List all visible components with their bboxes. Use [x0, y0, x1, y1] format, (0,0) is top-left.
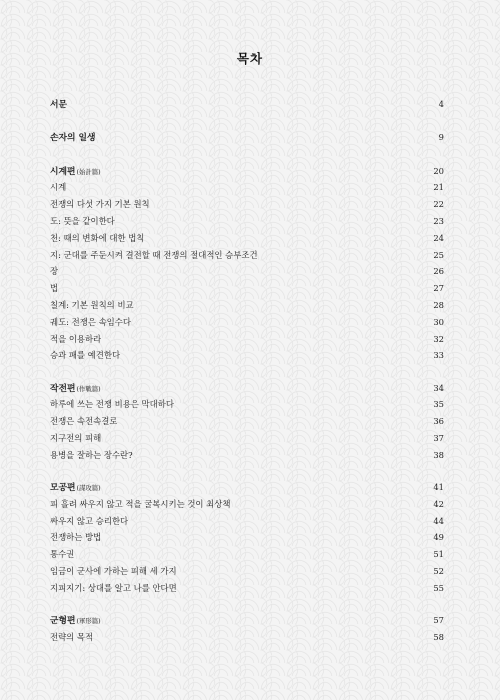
entry-title: 전쟁의 다섯 가지 기본 원칙: [50, 199, 150, 210]
entry-title: 지피지기: 상대를 알고 나를 안다면: [50, 582, 177, 593]
page-number: 58: [433, 631, 444, 642]
page-number: 57: [433, 614, 444, 625]
chapter-title: 모공편: [50, 482, 76, 493]
toc-entry[interactable]: [50, 629, 444, 646]
page-number: 51: [433, 549, 444, 560]
toc-entry[interactable]: [50, 546, 444, 563]
toc-entry[interactable]: [50, 347, 444, 364]
entry-title: 궤도: 전쟁은 속임수다: [50, 316, 131, 327]
entry-title: 지구전의 피해: [50, 432, 102, 443]
toc-entry[interactable]: [50, 331, 444, 348]
toc-entry[interactable]: [50, 297, 444, 314]
entry-title: 지: 군대를 주둔시켜 결전할 때 전쟁의 절대적인 승부조건: [50, 249, 258, 260]
page-title: 목차: [236, 51, 264, 66]
chapter-title: 작전편: [50, 383, 76, 394]
toc-entry[interactable]: [50, 230, 444, 247]
entry-title: 전쟁하는 방법: [50, 532, 102, 543]
toc-entry[interactable]: [50, 314, 444, 331]
page-number: 30: [433, 316, 444, 327]
chapter-title: 군형편: [50, 615, 76, 626]
toc-entry[interactable]: [50, 563, 444, 580]
page-number: 34: [433, 382, 444, 393]
entry-title: 칠계: 기본 원칙의 비교: [50, 299, 134, 310]
toc-entry[interactable]: [50, 413, 444, 430]
entry-title: 시계: [50, 182, 67, 193]
page-number: 24: [433, 232, 444, 243]
page-number: 55: [433, 582, 444, 593]
chapter-hanja: (軍形篇): [76, 616, 101, 625]
entry-title: 피 흘려 싸우지 않고 적을 굴복시키는 것이 최상책: [50, 498, 231, 509]
toc-entry[interactable]: [50, 396, 444, 413]
chapter-title: 손자의 일생: [50, 133, 96, 144]
page-number: 20: [433, 165, 444, 176]
entry-title: 임금이 군사에 가하는 피해 세 가지: [50, 565, 177, 576]
page-number: 49: [433, 532, 444, 543]
page-number: 36: [433, 416, 444, 427]
page-number: 33: [433, 350, 444, 361]
page-number: 25: [433, 249, 444, 260]
chapter-hanja: (作戰篇): [76, 384, 101, 393]
toc-chapter-jakjeon[interactable]: [50, 380, 444, 397]
entry-title: 승과 패를 예견한다: [50, 350, 121, 361]
toc-entry[interactable]: [50, 447, 444, 464]
chapter-title: 서문: [50, 100, 67, 110]
page-number: 9: [438, 132, 444, 143]
toc-entry[interactable]: [50, 247, 444, 264]
page-number: 32: [433, 333, 444, 344]
entry-title: 전쟁은 속전속결로: [50, 416, 118, 427]
toc-chapter-mogong[interactable]: [50, 479, 444, 496]
page-number: 37: [433, 432, 444, 443]
toc-entry[interactable]: [50, 280, 444, 297]
entry-title: 법: [50, 283, 59, 294]
chapter-hanja: (始計篇): [76, 167, 101, 176]
toc-entry[interactable]: [50, 430, 444, 447]
entry-title: 도: 뜻을 같이한다: [50, 215, 115, 226]
page-number: 26: [433, 266, 444, 277]
toc-entry[interactable]: [50, 179, 444, 196]
entry-title: 용병을 잘하는 장수란?: [50, 449, 133, 460]
entry-title: 장: [50, 266, 59, 277]
page-number: 52: [433, 565, 444, 576]
page-number: 41: [433, 481, 444, 492]
toc-chapter-sunzi-life[interactable]: [50, 129, 444, 146]
table-of-contents: [50, 96, 444, 645]
page-number: 38: [433, 449, 444, 460]
chapter-hanja: (謀攻篇): [76, 483, 101, 492]
toc-entry[interactable]: [50, 496, 444, 513]
entry-title: 싸우지 않고 승리한다: [50, 515, 129, 526]
entry-title: 하루에 쓰는 전쟁 비용은 막대하다: [50, 399, 174, 410]
toc-chapter-preface[interactable]: [50, 96, 444, 113]
page-number: 23: [433, 215, 444, 226]
entry-title: 적을 이용하라: [50, 333, 102, 344]
page-number: 27: [433, 283, 444, 294]
page-number: 22: [433, 199, 444, 210]
entry-title: 전략의 목적: [50, 631, 94, 642]
page-number: 4: [438, 99, 444, 109]
toc-entry[interactable]: [50, 213, 444, 230]
chapter-title: 시계편: [50, 166, 76, 177]
toc-entry[interactable]: [50, 529, 444, 546]
page-number: 44: [433, 515, 444, 526]
entry-title: 천: 때의 변화에 대한 법칙: [50, 232, 145, 243]
toc-entry[interactable]: [50, 513, 444, 530]
page-number: 21: [433, 182, 444, 193]
page-number: 35: [433, 399, 444, 410]
toc-entry[interactable]: [50, 580, 444, 597]
toc-chapter-sigye[interactable]: [50, 163, 444, 180]
page-number: 28: [433, 299, 444, 310]
page-number: 42: [433, 498, 444, 509]
toc-entry[interactable]: [50, 196, 444, 213]
toc-chapter-gunhyeong[interactable]: [50, 612, 444, 629]
toc-entry[interactable]: [50, 263, 444, 280]
entry-title: 통수권: [50, 549, 75, 560]
